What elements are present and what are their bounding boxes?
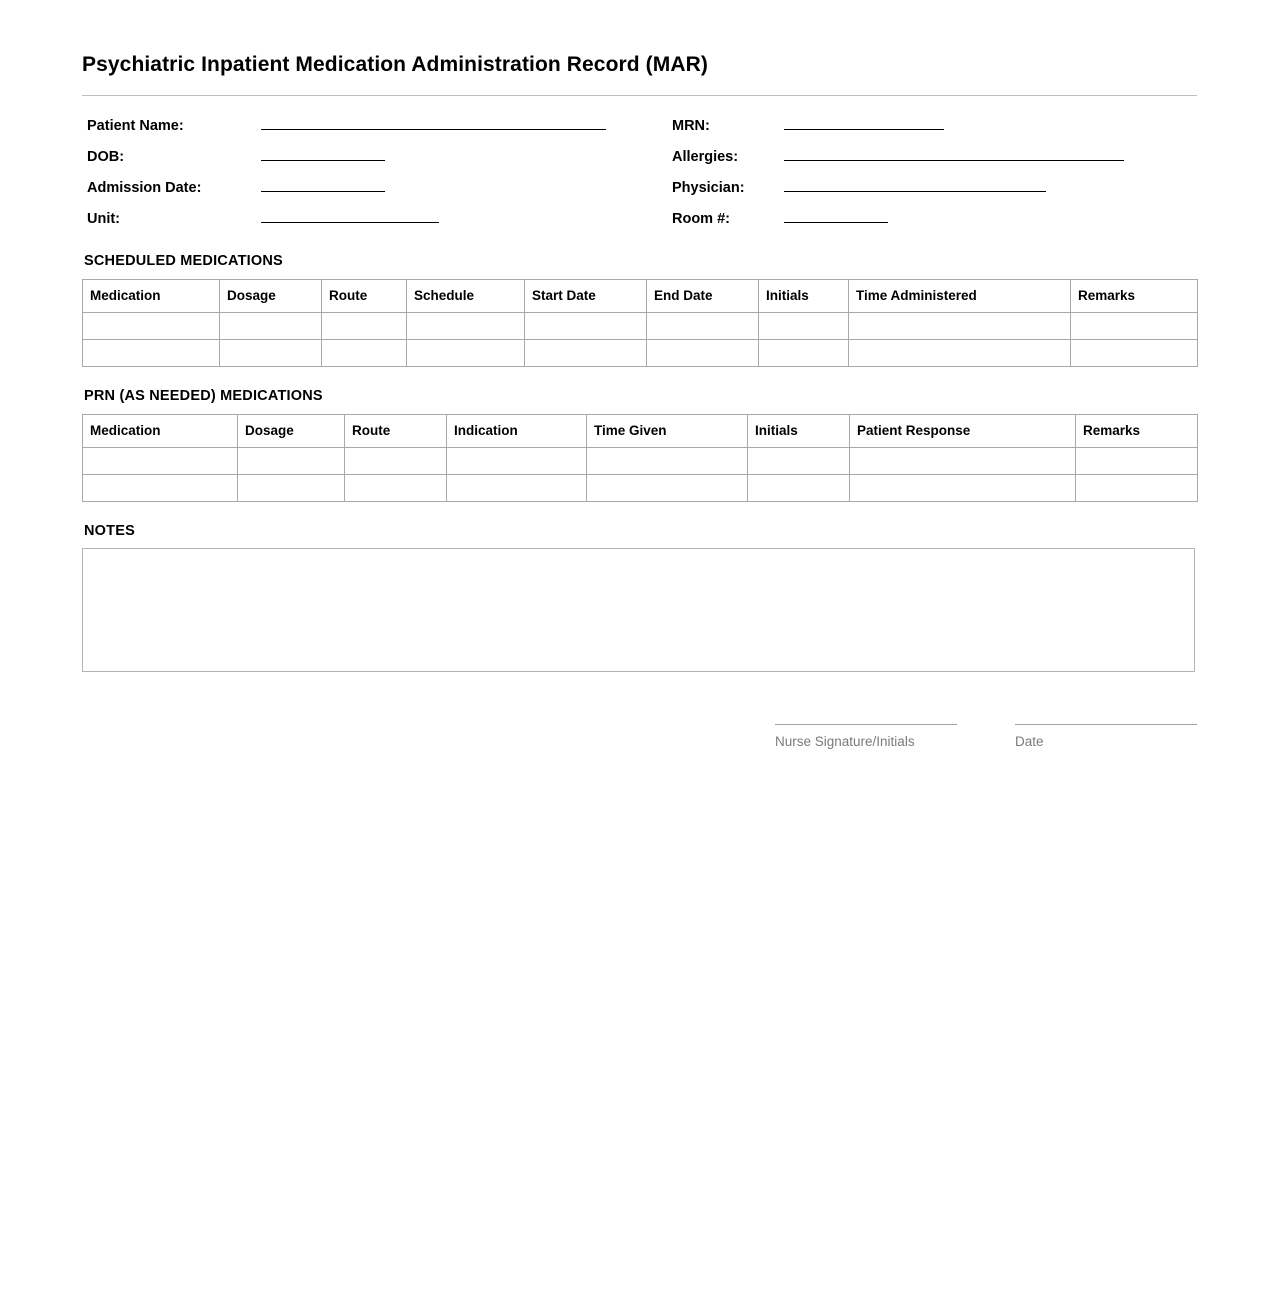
table-header-row xyxy=(83,415,1198,448)
table-cell[interactable] xyxy=(345,475,447,502)
column-header: Patient Response xyxy=(850,415,1076,448)
patient-info-row xyxy=(672,147,1197,178)
table-cell[interactable] xyxy=(525,340,647,367)
table-cell[interactable] xyxy=(83,448,238,475)
field-input-line[interactable] xyxy=(261,209,439,223)
nurse-signature-label: Nurse Signature/Initials xyxy=(775,734,915,749)
table-header-row xyxy=(83,280,1198,313)
field-label: DOB: xyxy=(87,149,125,165)
prn-table-body xyxy=(83,448,1198,502)
table-cell[interactable] xyxy=(748,448,850,475)
table-cell[interactable] xyxy=(1076,475,1198,502)
table-cell[interactable] xyxy=(759,313,849,340)
patient-info-left-column xyxy=(87,116,647,240)
field-label: Physician: xyxy=(672,180,745,196)
table-cell[interactable] xyxy=(525,313,647,340)
table-cell[interactable] xyxy=(238,475,345,502)
table-cell[interactable] xyxy=(1071,340,1198,367)
table-cell[interactable] xyxy=(220,340,322,367)
table-cell[interactable] xyxy=(345,448,447,475)
field-input-line[interactable] xyxy=(784,178,1046,192)
column-header: Remarks xyxy=(1076,415,1198,448)
field-input-line[interactable] xyxy=(784,209,888,223)
table-row xyxy=(83,448,1198,475)
prn-medications-heading: PRN (AS NEEDED) MEDICATIONS xyxy=(84,388,323,404)
table-cell[interactable] xyxy=(83,340,220,367)
signature-block xyxy=(82,724,1197,772)
patient-info-row xyxy=(672,178,1197,209)
table-cell[interactable] xyxy=(220,313,322,340)
column-header: Route xyxy=(345,415,447,448)
scheduled-medications-section xyxy=(82,253,1197,367)
table-cell[interactable] xyxy=(1071,313,1198,340)
column-header: Time Given xyxy=(587,415,748,448)
page-title: Psychiatric Inpatient Medication Administration Record (MAR) xyxy=(82,53,708,76)
field-label: Patient Name: xyxy=(87,118,184,134)
patient-info-row xyxy=(672,209,1197,240)
field-input-line[interactable] xyxy=(261,116,606,130)
notes-section xyxy=(82,523,1197,672)
column-header: Indication xyxy=(447,415,587,448)
column-header: Dosage xyxy=(220,280,322,313)
field-label: Room #: xyxy=(672,211,730,227)
table-cell[interactable] xyxy=(83,313,220,340)
field-label: MRN: xyxy=(672,118,710,134)
table-cell[interactable] xyxy=(83,475,238,502)
scheduled-medications-heading: SCHEDULED MEDICATIONS xyxy=(84,253,283,269)
table-cell[interactable] xyxy=(322,340,407,367)
field-label: Admission Date: xyxy=(87,180,202,196)
table-cell[interactable] xyxy=(587,448,748,475)
table-cell[interactable] xyxy=(1076,448,1198,475)
signature-date-label: Date xyxy=(1015,734,1044,749)
field-input-line[interactable] xyxy=(784,147,1124,161)
table-cell[interactable] xyxy=(407,340,525,367)
column-header: Initials xyxy=(759,280,849,313)
table-cell[interactable] xyxy=(447,475,587,502)
column-header: End Date xyxy=(647,280,759,313)
table-cell[interactable] xyxy=(238,448,345,475)
column-header: Route xyxy=(322,280,407,313)
column-header: Start Date xyxy=(525,280,647,313)
table-cell[interactable] xyxy=(850,448,1076,475)
scheduled-medications-table xyxy=(82,279,1198,367)
table-cell[interactable] xyxy=(587,475,748,502)
table-cell[interactable] xyxy=(849,313,1071,340)
patient-info-row xyxy=(672,116,1197,147)
prn-medications-section xyxy=(82,388,1197,502)
table-cell[interactable] xyxy=(407,313,525,340)
table-cell[interactable] xyxy=(850,475,1076,502)
field-input-line[interactable] xyxy=(261,147,385,161)
table-cell[interactable] xyxy=(447,448,587,475)
table-cell[interactable] xyxy=(849,340,1071,367)
table-cell[interactable] xyxy=(759,340,849,367)
table-row xyxy=(83,340,1198,367)
notes-input-area[interactable] xyxy=(82,548,1195,672)
scheduled-table-head xyxy=(83,280,1198,313)
column-header: Initials xyxy=(748,415,850,448)
field-input-line[interactable] xyxy=(261,178,385,192)
column-header: Time Administered xyxy=(849,280,1071,313)
signature-date-field[interactable] xyxy=(1015,724,1197,750)
patient-info-row xyxy=(87,178,647,209)
table-row xyxy=(83,475,1198,502)
field-label: Unit: xyxy=(87,211,121,227)
column-header: Medication xyxy=(83,415,238,448)
prn-medications-table xyxy=(82,414,1198,502)
patient-info-block xyxy=(82,116,1197,232)
column-header: Dosage xyxy=(238,415,345,448)
table-row xyxy=(83,313,1198,340)
scheduled-table-body xyxy=(83,313,1198,367)
table-cell[interactable] xyxy=(647,313,759,340)
prn-table-head xyxy=(83,415,1198,448)
title-divider xyxy=(82,95,1197,96)
form-sheet xyxy=(82,0,1197,772)
column-header: Remarks xyxy=(1071,280,1198,313)
table-cell[interactable] xyxy=(748,475,850,502)
patient-info-row xyxy=(87,116,647,147)
patient-info-right-column xyxy=(672,116,1197,240)
table-cell[interactable] xyxy=(647,340,759,367)
field-label: Allergies: xyxy=(672,149,739,165)
column-header: Schedule xyxy=(407,280,525,313)
notes-heading: NOTES xyxy=(84,523,135,539)
nurse-signature-field[interactable] xyxy=(775,724,957,750)
table-cell[interactable] xyxy=(322,313,407,340)
field-input-line[interactable] xyxy=(784,116,944,130)
patient-info-row xyxy=(87,209,647,240)
patient-info-row xyxy=(87,147,647,178)
column-header: Medication xyxy=(83,280,220,313)
